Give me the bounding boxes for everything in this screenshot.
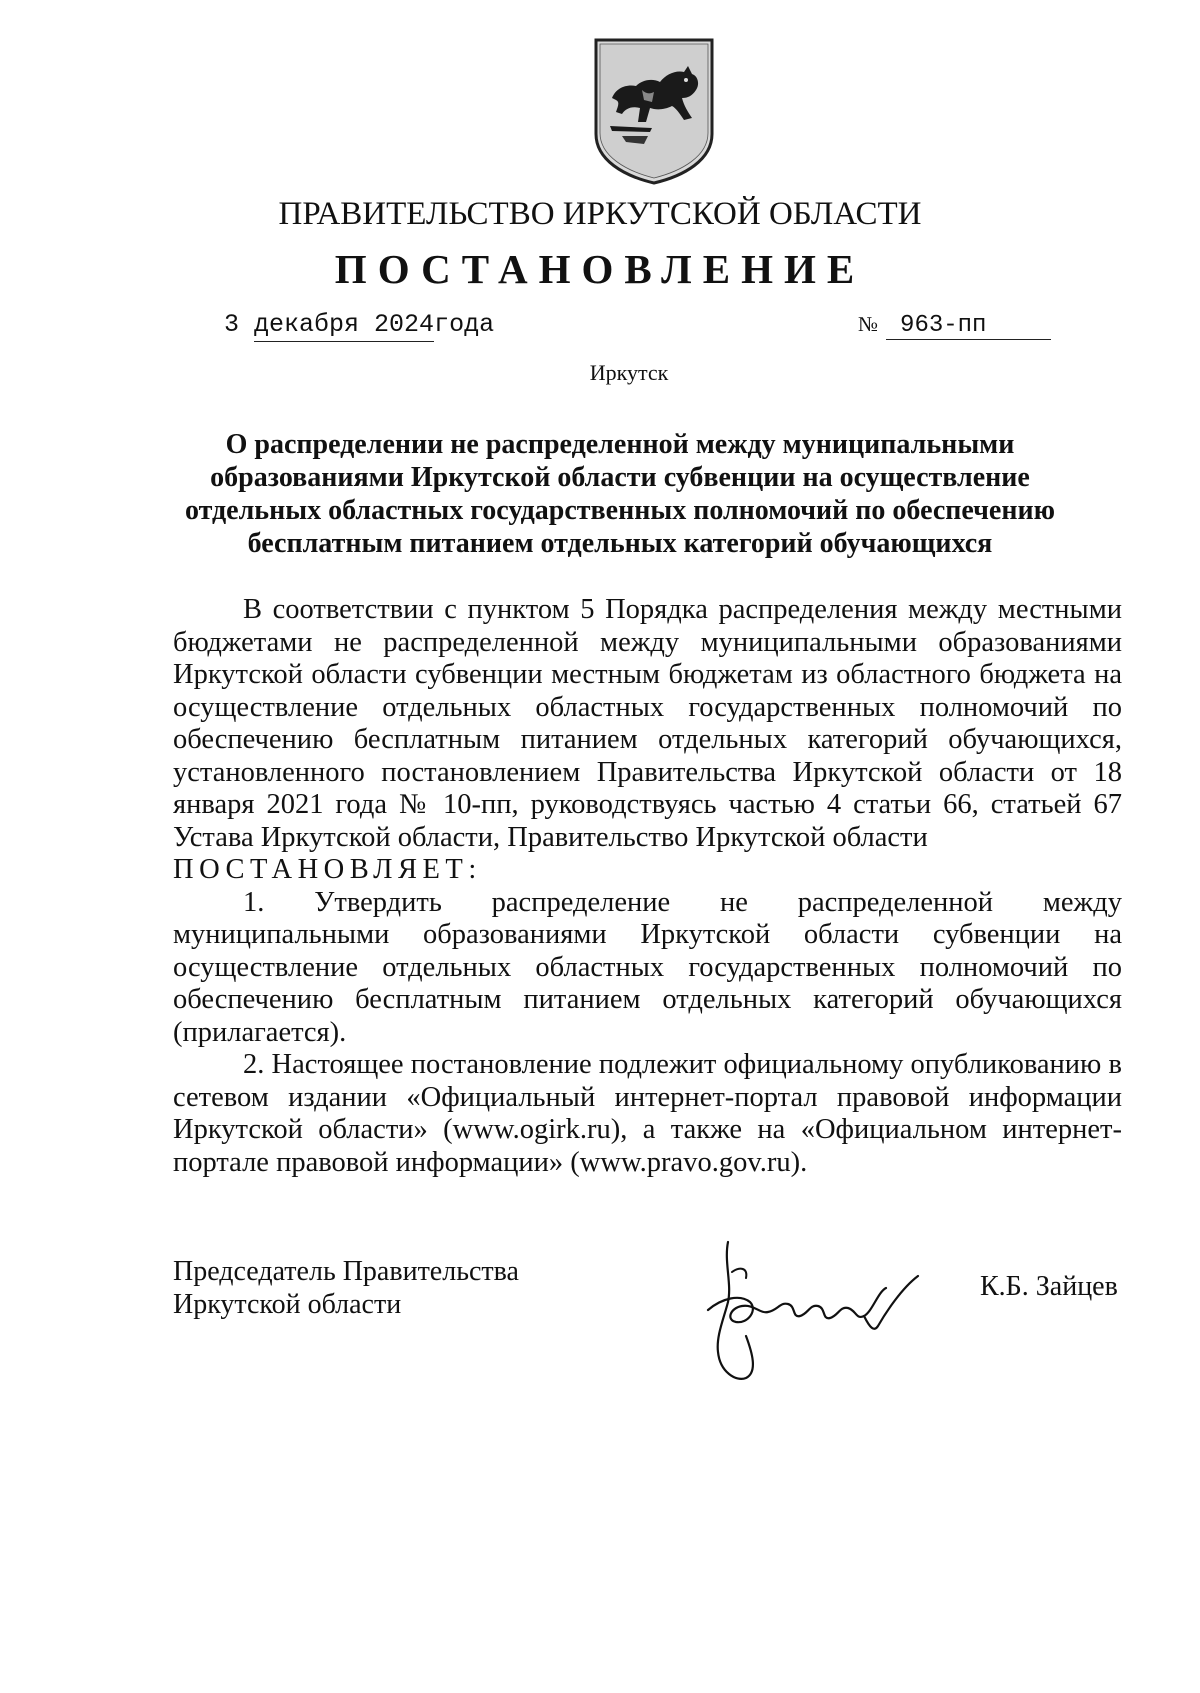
handwritten-signature (688, 1232, 938, 1392)
document-body (173, 594, 1122, 1179)
coat-of-arms-icon (592, 36, 716, 186)
document-number (858, 312, 1058, 340)
position-line-2: Иркутской области (173, 1289, 402, 1320)
document-title: О распределении не распределенной между муниципальными образованиями Иркутской области субвенции на осуществление отдельных областных государственных полномочий по обеспечению бесплатным питанием отдельных категорий обучающихся (184, 429, 1056, 559)
date-suffix: года (434, 310, 495, 339)
preamble-paragraph: В соответствии с пунктом 5 Порядка распределения между местными бюджетами не распределенной между муниципальными образованиями Иркутской области субвенции местным бюджетам из областного бюджета на осуществление отдельных областных государственных полномочий по обеспечению бесплатным питанием отдельных категорий обучающихся, установленного постановлением Правительства Иркутской области от 18 января 2021 года № 10-пп, руководствуясь частью 4 статьи 66, статьей 67 Устава Иркутской области, Правительство Иркутской области (173, 594, 1122, 853)
item-1-paragraph: 1. Утвердить распределение не распределенной между муниципальными образованиями Иркутской области субвенции на осуществление отдельных областных государственных полномочий по обеспечению бесплатным питанием отдельных категорий обучающихся (прилагается). (173, 886, 1122, 1048)
number-value: 963-пп (886, 312, 1051, 340)
date-month-year: декабря 2024 (254, 310, 434, 342)
city: Иркутск (589, 360, 669, 385)
government-name: ПРАВИТЕЛЬСТВО ИРКУТСКОЙ ОБЛАСТИ (278, 196, 922, 232)
number-sign: № (858, 312, 879, 336)
document-date (224, 310, 494, 339)
item-2-paragraph: 2. Настоящее постановление подлежит официальному опубликованию в сетевом издании «Официальный интернет-портал правовой информации Иркутской области» (www.ogirk.ru), а также на «Официальном интернет-портале правовой информации» (www.pravo.gov.ru). (173, 1049, 1122, 1178)
decree-word: ПОСТАНОВЛЯЕТ: (173, 854, 482, 885)
signatory-position (173, 1255, 519, 1321)
position-line-1: Председатель Правительства (173, 1256, 519, 1287)
signatory-name: К.Б. Зайцев (980, 1271, 1118, 1302)
document-type: ПОСТАНОВЛЕНИЕ (334, 246, 866, 292)
date-day: 3 (224, 310, 240, 339)
